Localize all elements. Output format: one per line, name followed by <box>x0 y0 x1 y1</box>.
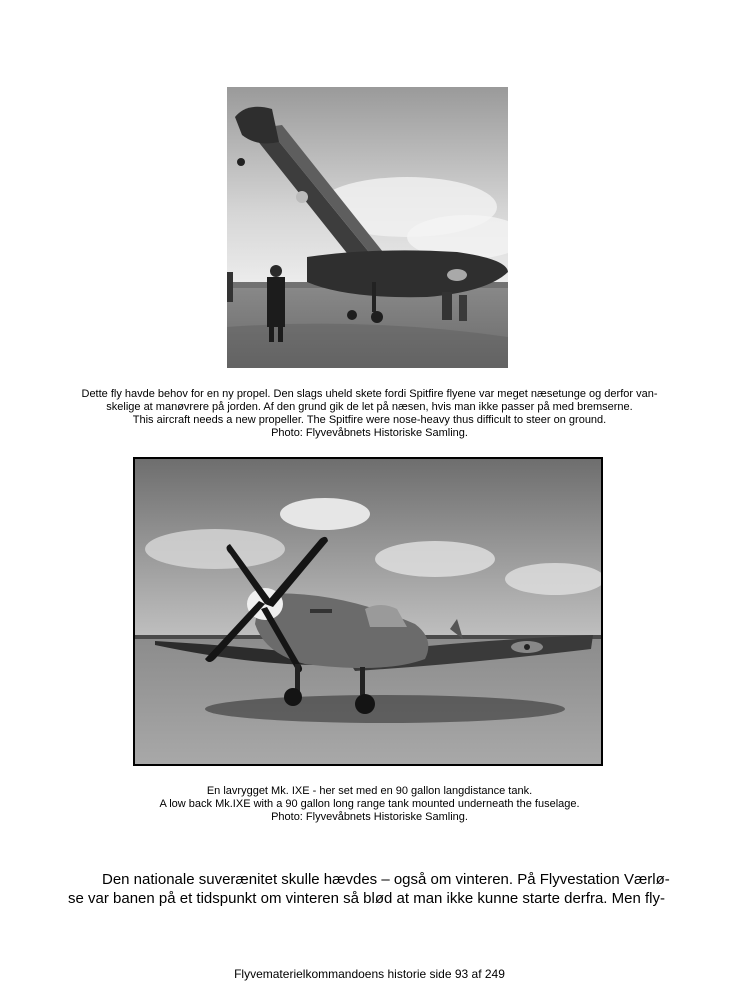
caption-line: Dette fly havde behov for en ny propel. Den slags uheld skete fordi Spitfire flyene var meget næsetunge og derfor van- <box>81 388 658 400</box>
photo-spitfire-mk-ixe <box>133 457 603 766</box>
page-footer: Flyvematerielkommandoens historie side 93 af 249 <box>234 967 505 981</box>
body-line: se var banen på et tidspunkt om vinteren så blød at man ikke kunne starte derfra. Men fly- <box>68 890 665 907</box>
photo-spitfire-nose-over <box>227 87 508 368</box>
caption-line: This aircraft needs a new propeller. The Spitfire were nose-heavy thus difficult to steer on ground. <box>132 414 607 426</box>
caption-line: skelige at manøvrere på jorden. Af den grund gik de let på næsen, hvis man ikke passer på med bremserne. <box>106 401 633 413</box>
photo-caption-2 <box>40 785 699 824</box>
caption-credit: Photo: Flyvevåbnets Historiske Samling. <box>271 427 468 439</box>
caption-line: En lavrygget Mk. IXE - her set med en 90 gallon langdistance tank. <box>206 785 533 797</box>
body-line: Den nationale suverænitet skulle hævdes – også om vinteren. På Flyvestation Værlø- <box>102 871 670 888</box>
body-paragraph <box>68 870 688 908</box>
caption-credit: Photo: Flyvevåbnets Historiske Samling. <box>271 811 468 823</box>
photo-caption-1 <box>40 388 699 440</box>
caption-line: A low back Mk.IXE with a 90 gallon long range tank mounted underneath the fuselage. <box>159 798 580 810</box>
